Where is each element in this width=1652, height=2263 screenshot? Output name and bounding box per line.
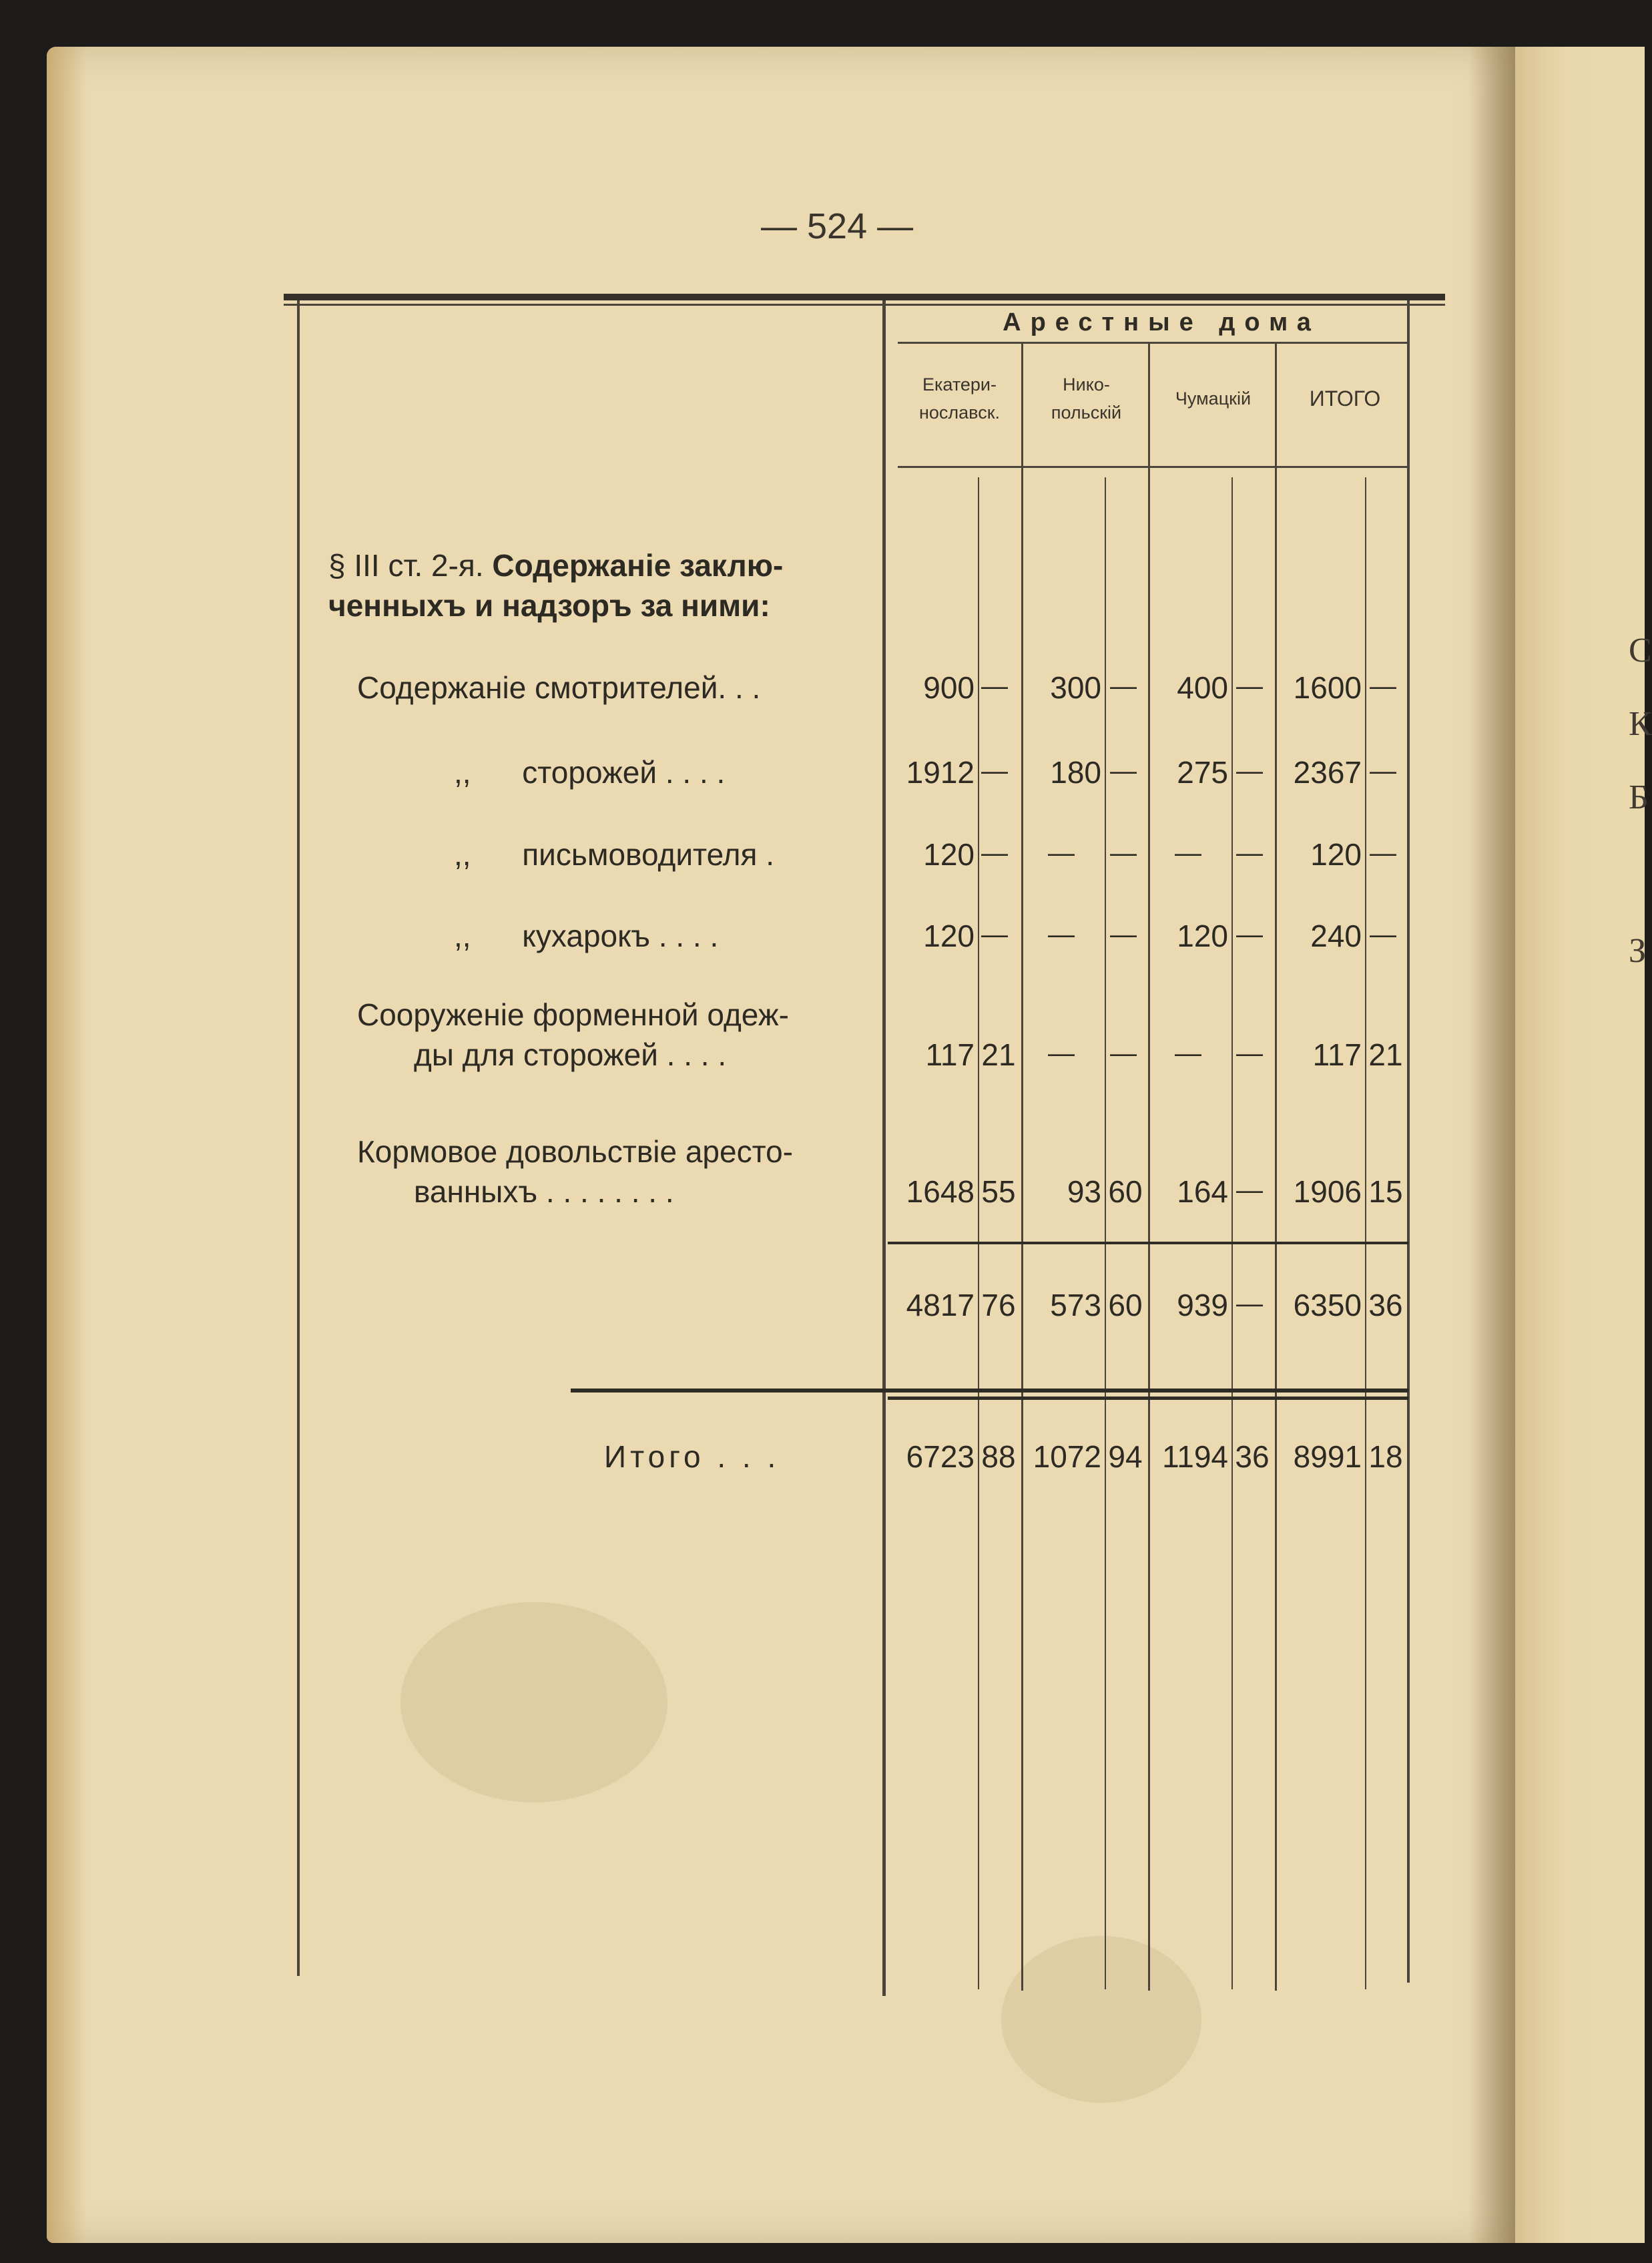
subtotal-cell: — <box>1236 1289 1263 1318</box>
table-cell: — <box>1236 756 1263 786</box>
table-cell: 1648 <box>906 1174 975 1209</box>
right-page <box>1515 47 1645 2243</box>
table-cell: 21 <box>981 1037 1016 1072</box>
right-page-fragment: К <box>1629 705 1652 743</box>
table-cell: — <box>1048 838 1075 868</box>
total-rule-second <box>888 1397 1408 1400</box>
kopek-divider <box>1105 477 1106 1989</box>
right-page-fragment: С <box>1629 632 1652 670</box>
table-cell: 60 <box>1108 1174 1143 1209</box>
table-cell: 1600 <box>1293 670 1362 705</box>
total-cell: 1072 <box>1033 1439 1101 1474</box>
kopek-divider <box>978 477 979 1989</box>
table-cell: — <box>1370 756 1396 786</box>
table-cell: 120 <box>1177 919 1228 953</box>
column-header-line: ИТОГО <box>1309 387 1381 411</box>
subtotal-cell: 4817 <box>906 1288 975 1322</box>
column-header-nikopol <box>1025 370 1148 427</box>
table-cell: — <box>1370 838 1396 868</box>
table-cell: — <box>1048 1039 1075 1068</box>
column-header-line: польскій <box>1051 403 1122 423</box>
kopek-divider <box>1231 477 1233 1989</box>
kopek-divider <box>1365 477 1366 1989</box>
table-cell: — <box>1236 920 1263 949</box>
total-cell: 8991 <box>1293 1439 1362 1474</box>
section-title-line: ченныхъ и надзоръ за ними: <box>328 588 770 623</box>
table-cell: — <box>981 920 1008 949</box>
subtotal-cell: 6350 <box>1293 1288 1362 1322</box>
table-cell: 120 <box>923 837 975 872</box>
paper-stain <box>1001 1936 1201 2103</box>
table-top-rule-thin <box>284 304 1445 306</box>
column-header-total <box>1278 385 1412 413</box>
table-cell: — <box>1110 672 1137 701</box>
table-cell: 120 <box>923 919 975 953</box>
row-label: Кормовое довольствіе аресто- <box>357 1134 794 1169</box>
row-label: Сооруженіе форменной одеж- <box>357 997 789 1032</box>
table-cell: 164 <box>1177 1174 1228 1209</box>
section-heading <box>328 547 783 583</box>
table-cell: 1912 <box>906 755 975 790</box>
total-cell: 18 <box>1368 1439 1403 1474</box>
header-bottom-rule <box>898 466 1408 468</box>
total-label: Итого . . . <box>604 1439 780 1474</box>
column-divider <box>1021 342 1023 1991</box>
table-cell: — <box>1110 756 1137 786</box>
right-page-fragment: З <box>1629 932 1647 970</box>
total-cell: 94 <box>1108 1439 1143 1474</box>
subtotal-cell: 573 <box>1050 1288 1101 1322</box>
table-cell: — <box>981 672 1008 701</box>
label-column-divider <box>882 300 886 1996</box>
table-cell: 21 <box>1368 1037 1403 1072</box>
column-header-ekaterinoslav <box>898 370 1021 427</box>
subtotal-rule <box>888 1242 1408 1244</box>
table-cell: 117 <box>1312 1037 1362 1072</box>
table-cell: — <box>1370 672 1396 701</box>
subtotal-cell: 76 <box>981 1288 1016 1322</box>
table-cell: 93 <box>1067 1174 1101 1209</box>
table-cell: — <box>1110 838 1137 868</box>
column-header-line: Чумацкій <box>1175 389 1252 409</box>
total-cell: 36 <box>1235 1439 1270 1474</box>
row-label: ванныхъ . . . . . . . . <box>414 1174 674 1209</box>
table-top-rule <box>284 294 1445 300</box>
column-header-chumatsky <box>1151 385 1275 413</box>
row-label: ,, письмоводителя . <box>454 837 774 872</box>
total-rule <box>571 1389 1408 1393</box>
table-cell: 2367 <box>1293 755 1362 790</box>
table-cell: — <box>981 756 1008 786</box>
table-cell: 117 <box>925 1037 975 1072</box>
table-cell: 1906 <box>1293 1174 1362 1209</box>
table-cell: — <box>1175 1039 1201 1068</box>
column-header-line: Екатери- <box>922 374 997 395</box>
total-cell: 6723 <box>906 1439 975 1474</box>
table-cell: 120 <box>1310 837 1362 872</box>
total-cell: 88 <box>981 1439 1016 1474</box>
group-header: Арестные дома <box>1003 308 1320 336</box>
table-cell: 55 <box>981 1174 1016 1209</box>
row-label: ,, сторожей . . . . <box>454 755 726 790</box>
page-number: — 524 — <box>761 206 914 246</box>
page-edge-shadow <box>47 47 87 2243</box>
column-header-line: Нико- <box>1063 374 1110 395</box>
section-title-line: Содержаніе заклю- <box>492 548 784 583</box>
table-cell: — <box>1236 1039 1263 1068</box>
table-cell: 275 <box>1177 755 1228 790</box>
right-page-fragment: Б <box>1629 778 1649 816</box>
section-prefix: § III ст. 2-я. <box>328 548 484 583</box>
subtotal-cell: 36 <box>1368 1288 1403 1322</box>
subtotal-cell: 60 <box>1108 1288 1143 1322</box>
table-cell: 15 <box>1368 1174 1403 1209</box>
row-label: Содержаніе смотрителей. . . <box>357 670 761 705</box>
table-cell: — <box>1236 1176 1263 1205</box>
table-cell: — <box>1175 838 1201 868</box>
table-cell: 180 <box>1050 755 1101 790</box>
header-divider <box>898 342 1408 344</box>
table-cell: — <box>1236 838 1263 868</box>
table-cell: 240 <box>1310 919 1362 953</box>
row-label: ,, кухарокъ . . . . <box>454 919 719 953</box>
table-cell: — <box>1370 920 1396 949</box>
table-cell: — <box>1236 672 1263 701</box>
table-cell: — <box>1110 920 1137 949</box>
column-header-line: нославск. <box>918 403 1001 423</box>
table-cell: 300 <box>1050 670 1101 705</box>
table-right-border <box>1407 300 1410 1983</box>
table-cell: 900 <box>923 670 975 705</box>
row-label: ды для сторожей . . . . <box>414 1037 727 1072</box>
paper-stain <box>400 1602 667 1802</box>
column-divider <box>1148 342 1150 1991</box>
column-divider <box>1275 342 1277 1991</box>
total-cell: 1194 <box>1162 1439 1228 1474</box>
table-cell: — <box>1048 920 1075 949</box>
table-cell: 400 <box>1177 670 1228 705</box>
table-left-border <box>297 300 300 1976</box>
table-cell: — <box>981 838 1008 868</box>
subtotal-cell: 939 <box>1177 1288 1228 1322</box>
table-cell: — <box>1110 1039 1137 1068</box>
